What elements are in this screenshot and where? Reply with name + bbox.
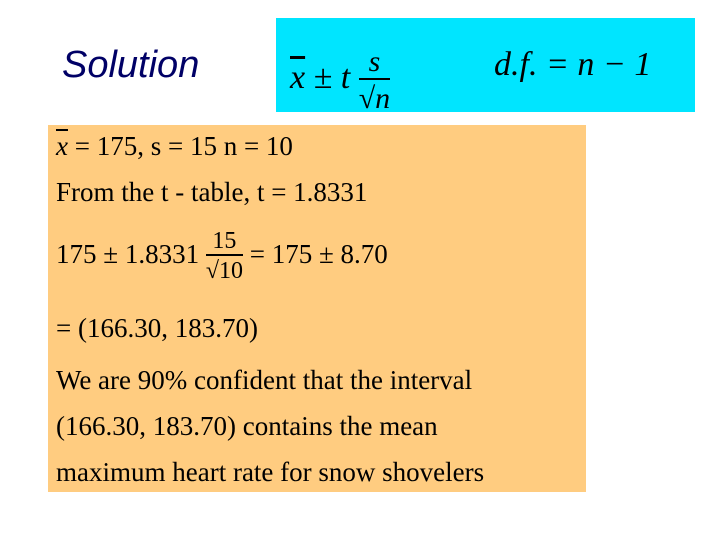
given-values-line (56, 133, 293, 160)
interval-line: = (166.30, 183.70) (56, 313, 258, 343)
calculation-line (56, 229, 388, 285)
calculation-lhs: 175 ± 1.8331 (56, 239, 200, 269)
formula-fraction (359, 46, 390, 115)
conclusion-line-2: (166.30, 183.70) contains the mean (56, 411, 438, 441)
t-table-line: From the t - table, t = 1.8331 (56, 177, 368, 207)
conclusion-line-3: maximum heart rate for snow shovelers (56, 457, 485, 487)
calculation-rhs: = 175 ± 8.70 (249, 239, 388, 269)
calculation-denominator-value: 10 (219, 258, 243, 285)
formula-pm-t: ± t (313, 59, 351, 97)
degrees-of-freedom: d.f. = n − 1 (494, 46, 652, 83)
slide-title: Solution (62, 44, 200, 86)
calculation-denominator: √10 (206, 254, 243, 284)
sample-mean-symbol: $\overline{x}$ (56, 131, 68, 161)
confidence-interval-formula (290, 46, 390, 115)
calculation-fraction (206, 229, 243, 285)
formula-panel (276, 18, 695, 115)
formula-denominator-value: n (375, 81, 391, 115)
formula-denominator: √n (359, 78, 390, 115)
formula-numerator: s (368, 45, 381, 78)
conclusion-line-1: We are 90% confident that the interval (56, 365, 473, 395)
formula-mean: $\overline{x}$ (290, 59, 306, 97)
solution-panel (48, 125, 586, 492)
calculation-numerator: 15 (212, 228, 237, 254)
given-values: = 175, s = 15 n = 10 (67, 131, 293, 161)
